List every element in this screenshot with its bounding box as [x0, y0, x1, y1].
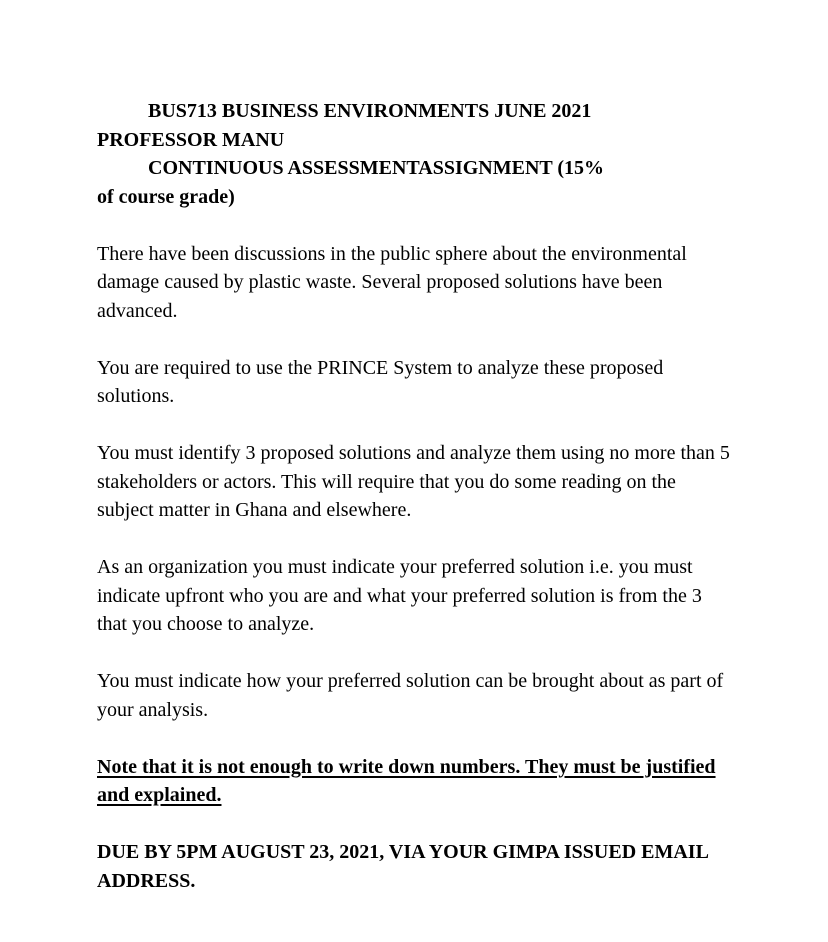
heading-line-professor: PROFESSOR MANU	[97, 128, 285, 151]
due-date-notice: DUE BY 5PM AUGUST 23, 2021, VIA YOUR GIMPA ISSUED EMAIL ADDRESS.	[97, 841, 708, 892]
heading-line-assessment: CONTINUOUS ASSESSMENTASSIGNMENT (15%	[148, 157, 605, 179]
paragraph-prince-system: You are required to use the PRINCE System to analyze these proposed solutions.	[97, 356, 664, 407]
paragraph-identify-solutions: You must identify 3 proposed solutions and analyze them using no more than 5 stakeholders or actors. This will require that you do some reading on the subject matter in Ghana and elsewhere.	[97, 442, 730, 521]
heading-line-grade: of course grade)	[97, 185, 235, 208]
heading-line-course-title: BUS713 BUSINESS ENVIRONMENTS JUNE 2021	[148, 100, 592, 122]
paragraph-discussions: There have been discussions in the public sphere about the environmental damage caused by plastic waste. Several proposed solutions have been advanced.	[97, 242, 687, 322]
paragraph-brought-about: You must indicate how your preferred solution can be brought about as part of your analysis.	[97, 670, 724, 721]
paragraph-preferred-solution: As an organization you must indicate your preferred solution i.e. you must indicate upfront who you are and what your preferred solution is from the 3 that you choose to analyze.	[97, 556, 702, 635]
document-content	[97, 97, 733, 895]
note-justification-required: Note that it is not enough to write down numbers. They must be justified and explained.	[97, 755, 716, 806]
document-heading	[97, 97, 733, 211]
